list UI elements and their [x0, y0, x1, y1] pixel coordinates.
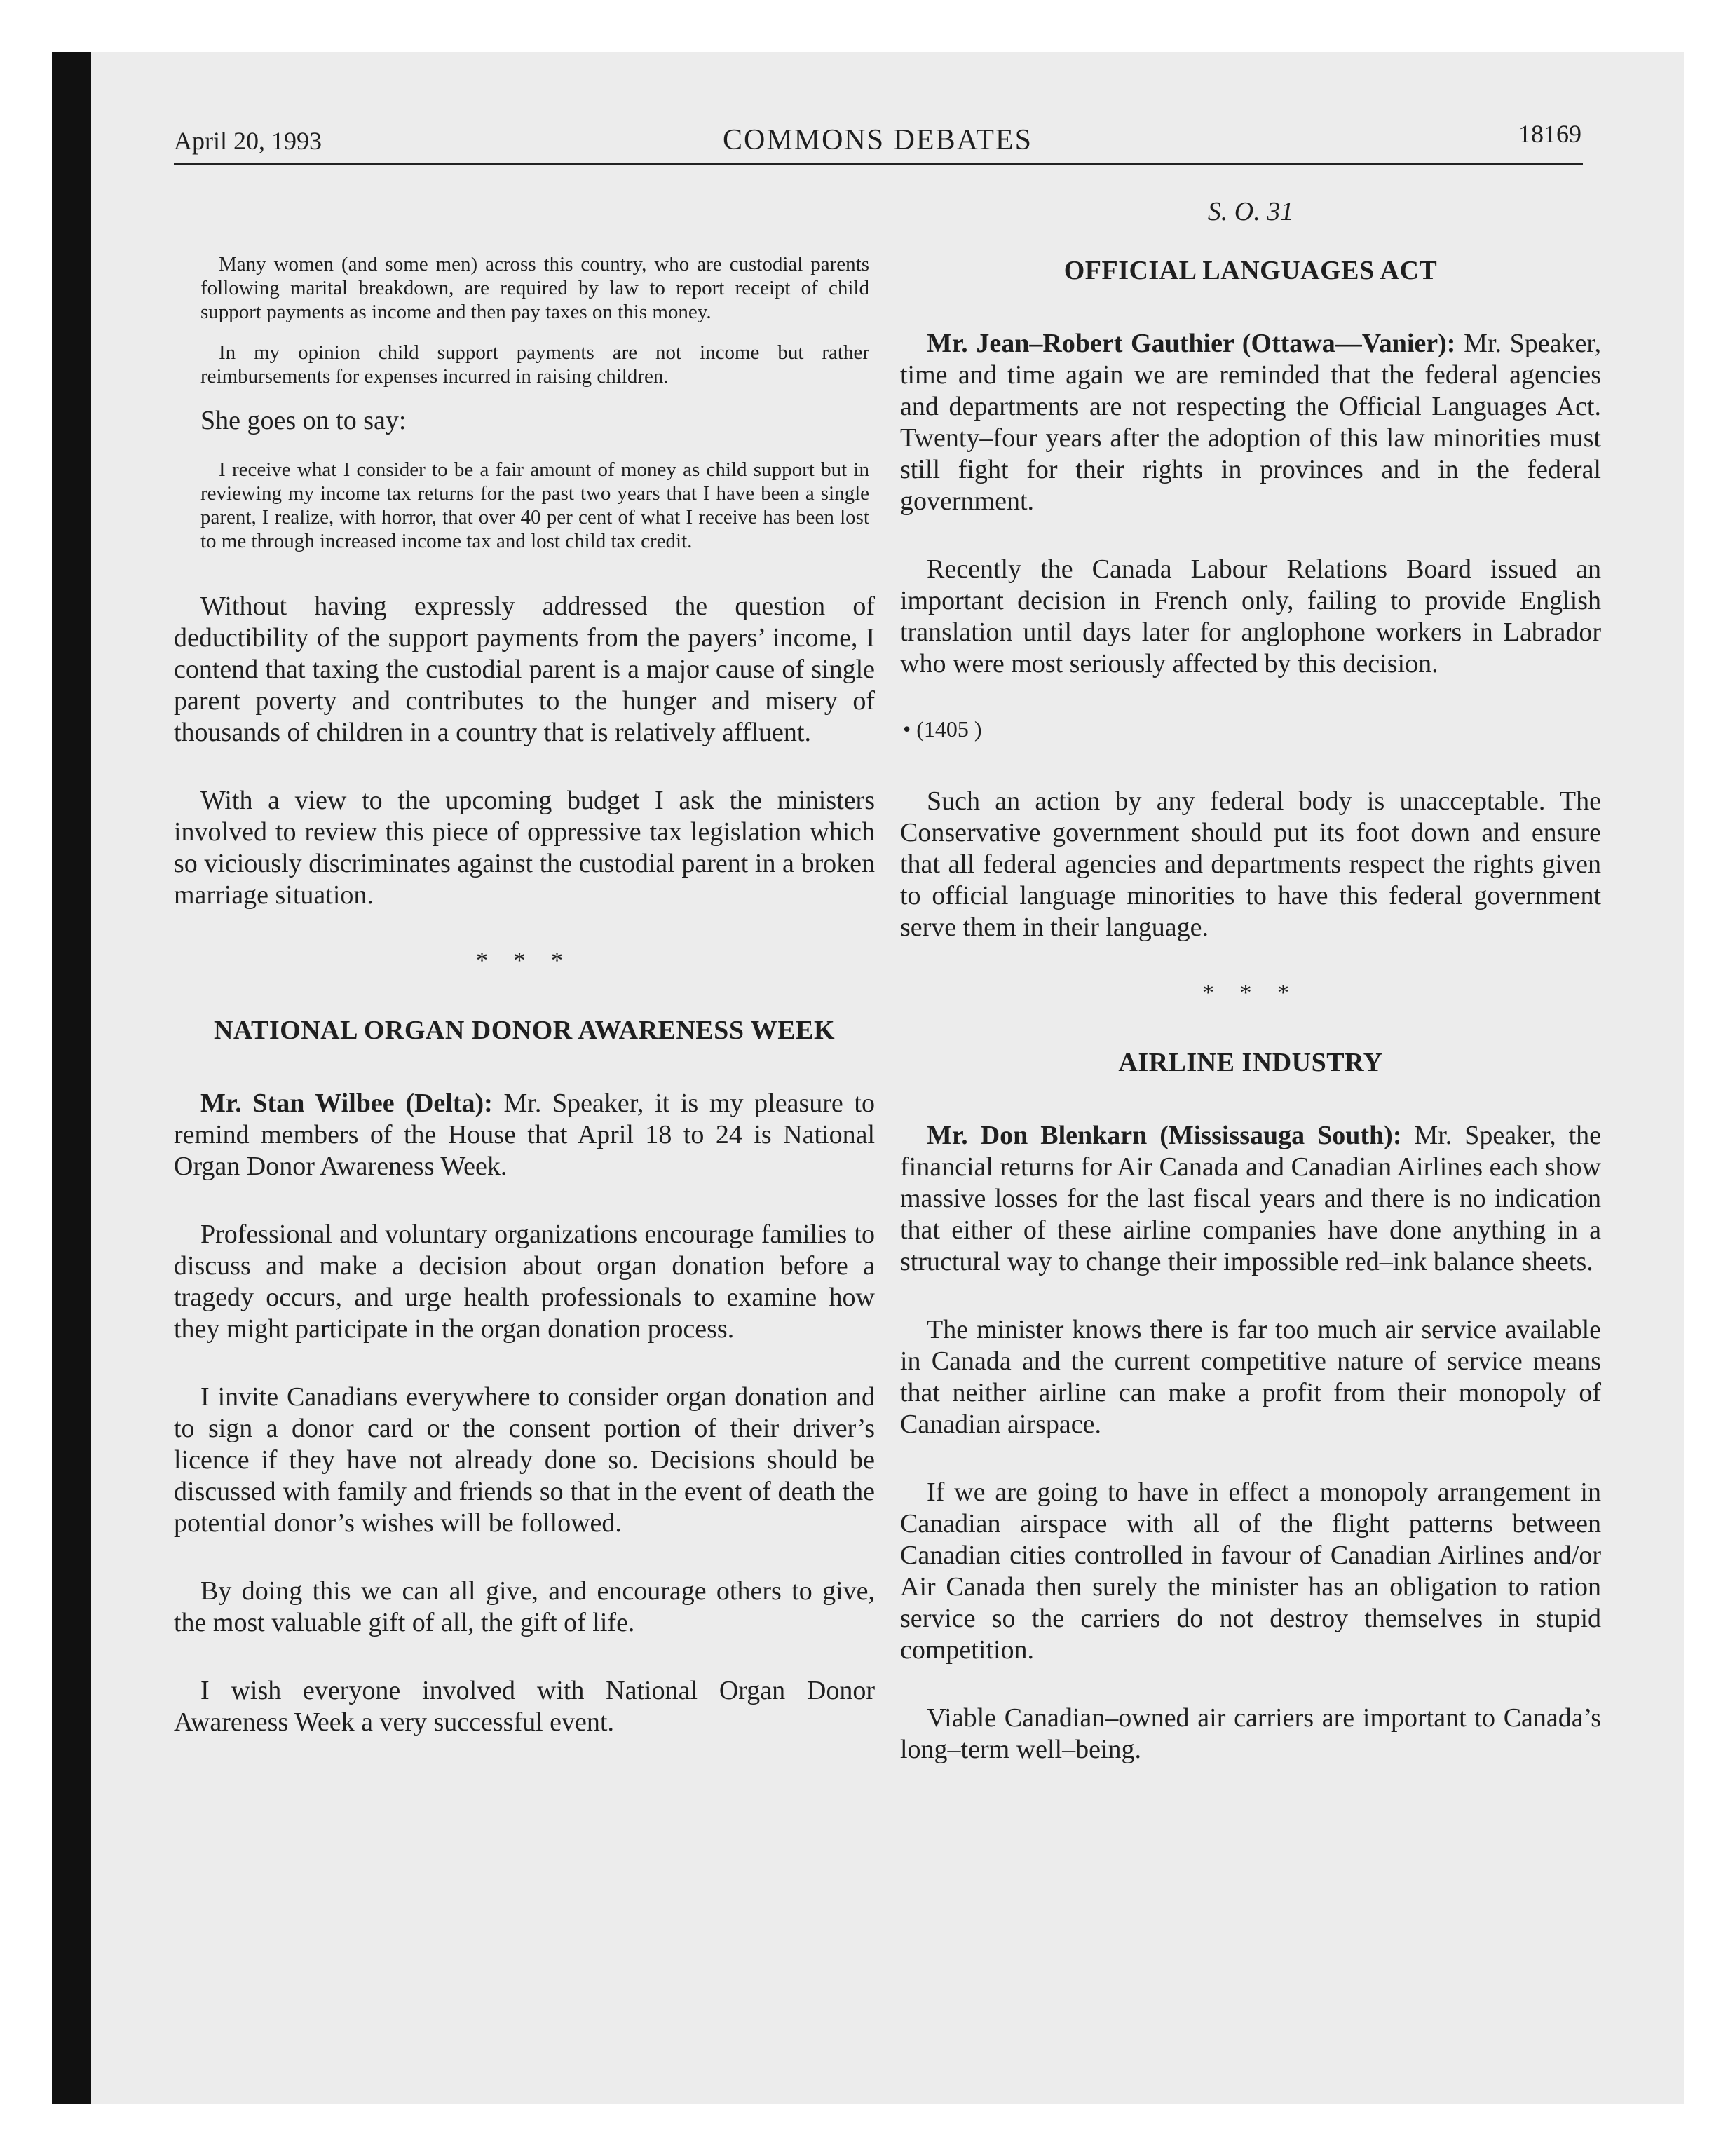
body-paragraph: Recently the Canada Labour Relations Board issued an important decision in French only, failing to provide English translation until days later for anglophone workers in Labrador who were most seriously affected by this decision. — [900, 554, 1601, 678]
section-heading: NATIONAL ORGAN DONOR AWARENESS WEEK — [213, 1016, 836, 1045]
body-paragraph — [900, 1120, 1601, 1278]
section-heading: OFFICIAL LANGUAGES ACT — [1063, 256, 1438, 285]
section-separator: * * * — [1202, 980, 1299, 1006]
section-heading: AIRLINE INDUSTRY — [1118, 1048, 1383, 1077]
quote-paragraph: In my opinion child support payments are not income but rather reimbursements for expenses incurred in raising children. — [200, 341, 869, 388]
left-column — [174, 196, 875, 1775]
body-paragraph: Viable Canadian–owned air carriers are important to Canada’s long–term well–being. — [900, 1703, 1601, 1764]
transition-line: She goes on to say: — [200, 406, 407, 435]
body-paragraph: Without having expressly addressed the question of deductibility of the support payments from the payers’ income, I contend that taxing the custodial parent is a major cause of single parent poverty and contributes to the hunger and misery of thousands of children in a country that is relatively affluent. — [174, 592, 875, 747]
body-paragraph: With a view to the upcoming budget I ask the ministers involved to review this piece of oppressive tax legislation which so viciously discriminates against the custodial parent in a broken marriage situation. — [174, 786, 875, 910]
quote-paragraph: Many women (and some men) across this country, who are custodial parents following marital breakdown, are required by law to report receipt of child support payments as income and then pay taxes on this money. — [200, 253, 869, 323]
speaker-name: Mr. Don Blenkarn (Mississauga South): — [927, 1121, 1402, 1150]
body-paragraph: Professional and voluntary organizations encourage families to discuss and make a decision about organ donation before a tragedy occurs, and urge health professionals to examine how they might participate in the organ donation process. — [174, 1220, 875, 1344]
body-paragraph: I invite Canadians everywhere to consider organ donation and to sign a donor card or the consent portion of their driver’s licence if they have not already done so. Decisions should be discussed with family and friends so that in the event of death the potential donor’s wishes will be followed. — [174, 1382, 875, 1538]
header-rule — [174, 163, 1583, 165]
running-header — [174, 119, 1581, 168]
statement-text: Mr. Speaker, time and time again we are reminded that the federal agencies and departments are not respecting the Official Languages Act. Twenty–four years after the adoption of this law minorities must still fight for their rights in provinces and in the federal government. — [900, 329, 1601, 516]
statement-text: Mr. Speaker, the financial returns for Air Canada and Canadian Airlines each show massive losses for the last fiscal years and there is no indication that either of these airline companies have done anything in a structural way to change their impossible red–ink balance sheets. — [900, 1121, 1602, 1276]
statement-text: Mr. Speaker, it is my pleasure to remind members of the House that April 18 to 24 is National Organ Donor Awareness Week. — [174, 1089, 875, 1181]
header-date: April 20, 1993 — [174, 127, 322, 155]
speaker-name: Mr. Stan Wilbee (Delta): — [200, 1089, 493, 1118]
quote-paragraph: I receive what I consider to be a fair amount of money as child support but in reviewing my income tax returns for the past two years that I have been a single parent, I realize, with horror, that over 40 per cent of what I receive has been lost to me through increased income tax and lost child tax credit. — [200, 458, 869, 552]
header-page-number: 18169 — [1518, 120, 1581, 148]
header-title: COMMONS DEBATES — [723, 124, 1033, 156]
speaker-name: Mr. Jean–Robert Gauthier (Ottawa—Vanier): — [927, 329, 1456, 358]
body-paragraph: By doing this we can all give, and encourage others to give, the most valuable gift of all, the gift of life. — [174, 1576, 875, 1637]
standing-order-label: S. O. 31 — [1207, 197, 1294, 226]
body-paragraph: Such an action by any federal body is unacceptable. The Conservative government should put its foot down and ensure that all federal agencies and departments respect the rights given to official language minorities to have this federal government serve them in their language. — [900, 786, 1601, 942]
body-paragraph: If we are going to have in effect a monopoly arrangement in Canadian airspace with all of the flight patterns between Canadian cities controlled in favour of Canadian Airlines and/or Air Canada then surely the minister has an obligation to ration service so the carriers do not destroy themselves in stupid competition. — [900, 1478, 1601, 1665]
body-paragraph: The minister knows there is far too much air service available in Canada and the current competitive nature of service means that neither airline can make a profit from their monopoly of Canadian airspace. — [900, 1315, 1601, 1439]
right-column — [900, 196, 1601, 1802]
body-paragraph — [900, 328, 1601, 517]
section-separator: * * * — [476, 948, 573, 974]
body-paragraph — [174, 1088, 875, 1182]
body-paragraph: I wish everyone involved with National Organ Donor Awareness Week a very successful event. — [174, 1676, 875, 1737]
time-marker: • (1405 ) — [903, 716, 982, 742]
